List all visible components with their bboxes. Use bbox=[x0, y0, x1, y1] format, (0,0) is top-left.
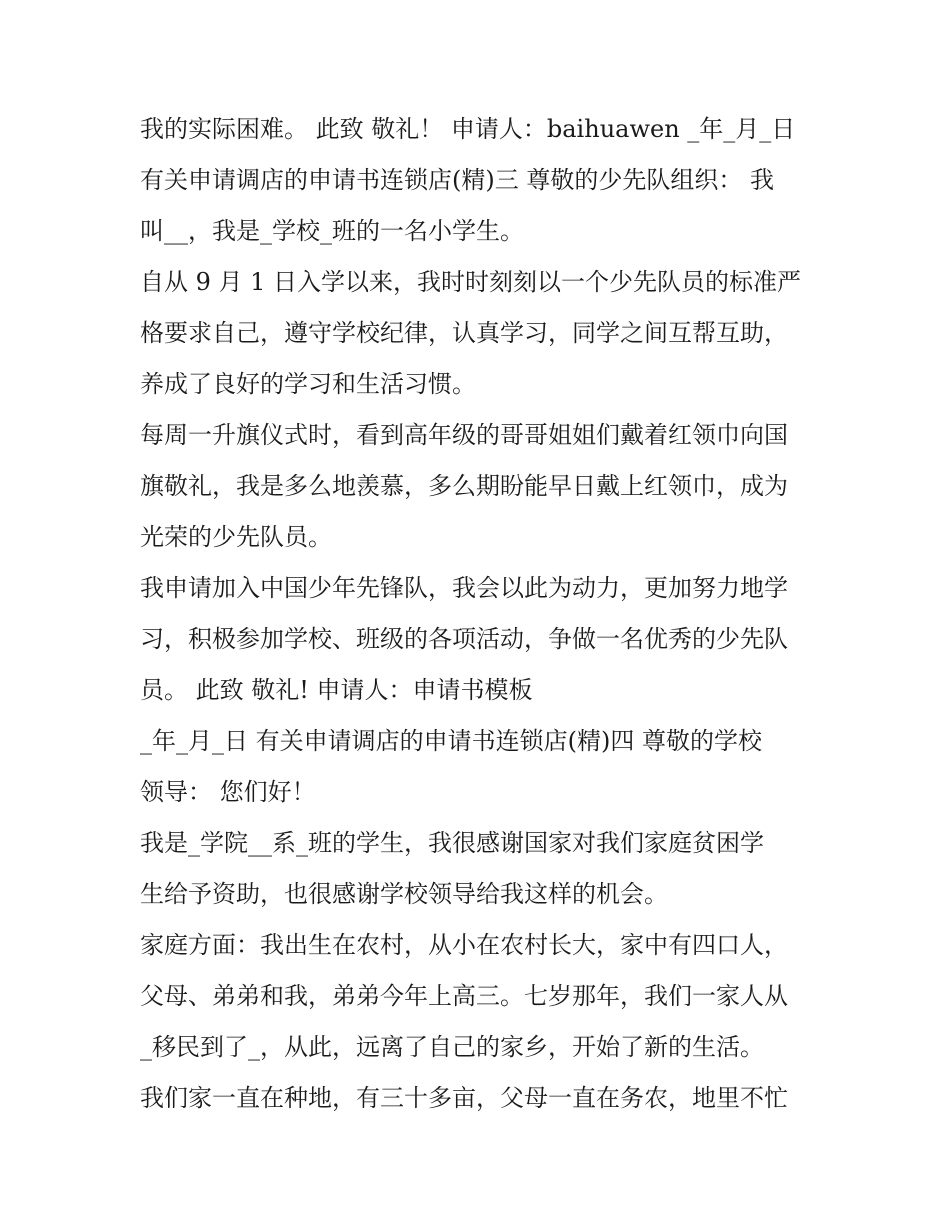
text-line: 家庭方面：我出生在农村，从小在农村长大，家中有四口人， bbox=[140, 931, 788, 959]
paragraph-closing-1 bbox=[140, 104, 820, 257]
text-line: _年_月_日 有关申请调店的申请书连锁店(精)四 尊敬的学校 bbox=[140, 727, 762, 755]
paragraph-family bbox=[140, 920, 820, 1073]
text-line: _移民到了_，从此，远离了自己的家乡，开始了新的生活。 bbox=[140, 1033, 764, 1061]
text-line: 我申请加入中国少年先锋队，我会以此为动力，更加努力地学 bbox=[140, 574, 788, 602]
text-line: 我是_学院__系_班的学生，我很感谢国家对我们家庭贫困学 bbox=[140, 829, 764, 857]
text-line: 养成了良好的学习和生活习惯。 bbox=[140, 370, 476, 398]
text-line: 光荣的少先队员。 bbox=[140, 523, 332, 551]
document-body bbox=[140, 104, 820, 1124]
paragraph-application bbox=[140, 563, 820, 716]
text-line: 生给予资助，也很感谢学校领导给我这样的机会。 bbox=[140, 880, 668, 908]
text-line: 领导： 您们好！ bbox=[140, 778, 316, 806]
text-line: 父母、弟弟和我，弟弟今年上高三。七岁那年，我们一家人从 bbox=[140, 982, 788, 1010]
text-line: 叫__，我是_学校_班的一名小学生。 bbox=[140, 217, 524, 245]
paragraph-heading-four bbox=[140, 716, 820, 818]
text-line: 每周一升旗仪式时，看到高年级的哥哥姐姐们戴着红领巾向国 bbox=[140, 421, 788, 449]
text-line: 习，积极参加学校、班级的各项活动，争做一名优秀的少先队 bbox=[140, 625, 788, 653]
text-line: 格要求自己，遵守学校纪律，认真学习，同学之间互帮互助， bbox=[140, 319, 788, 347]
paragraph-enrollment bbox=[140, 257, 820, 410]
text-line: 有关申请调店的申请书连锁店(精)三 尊敬的少先队组织： 我 bbox=[140, 166, 774, 194]
paragraph-introduction bbox=[140, 818, 820, 920]
text-line: 员。 此致 敬礼! 申请人：申请书模板 bbox=[140, 676, 533, 704]
paragraph-flag-ceremony bbox=[140, 410, 820, 563]
text-line: 我的实际困难。 此致 敬礼！ 申请人：baihuawen _年_月_日 bbox=[140, 115, 796, 143]
paragraph-farming bbox=[140, 1073, 820, 1124]
text-line: 旗敬礼，我是多么地羡慕，多么期盼能早日戴上红领巾，成为 bbox=[140, 472, 788, 500]
text-line: 我们家一直在种地，有三十多亩，父母一直在务农，地里不忙 bbox=[140, 1084, 788, 1112]
text-line: 自从 9 月 1 日入学以来，我时时刻刻以一个少先队员的标准严 bbox=[140, 268, 802, 296]
